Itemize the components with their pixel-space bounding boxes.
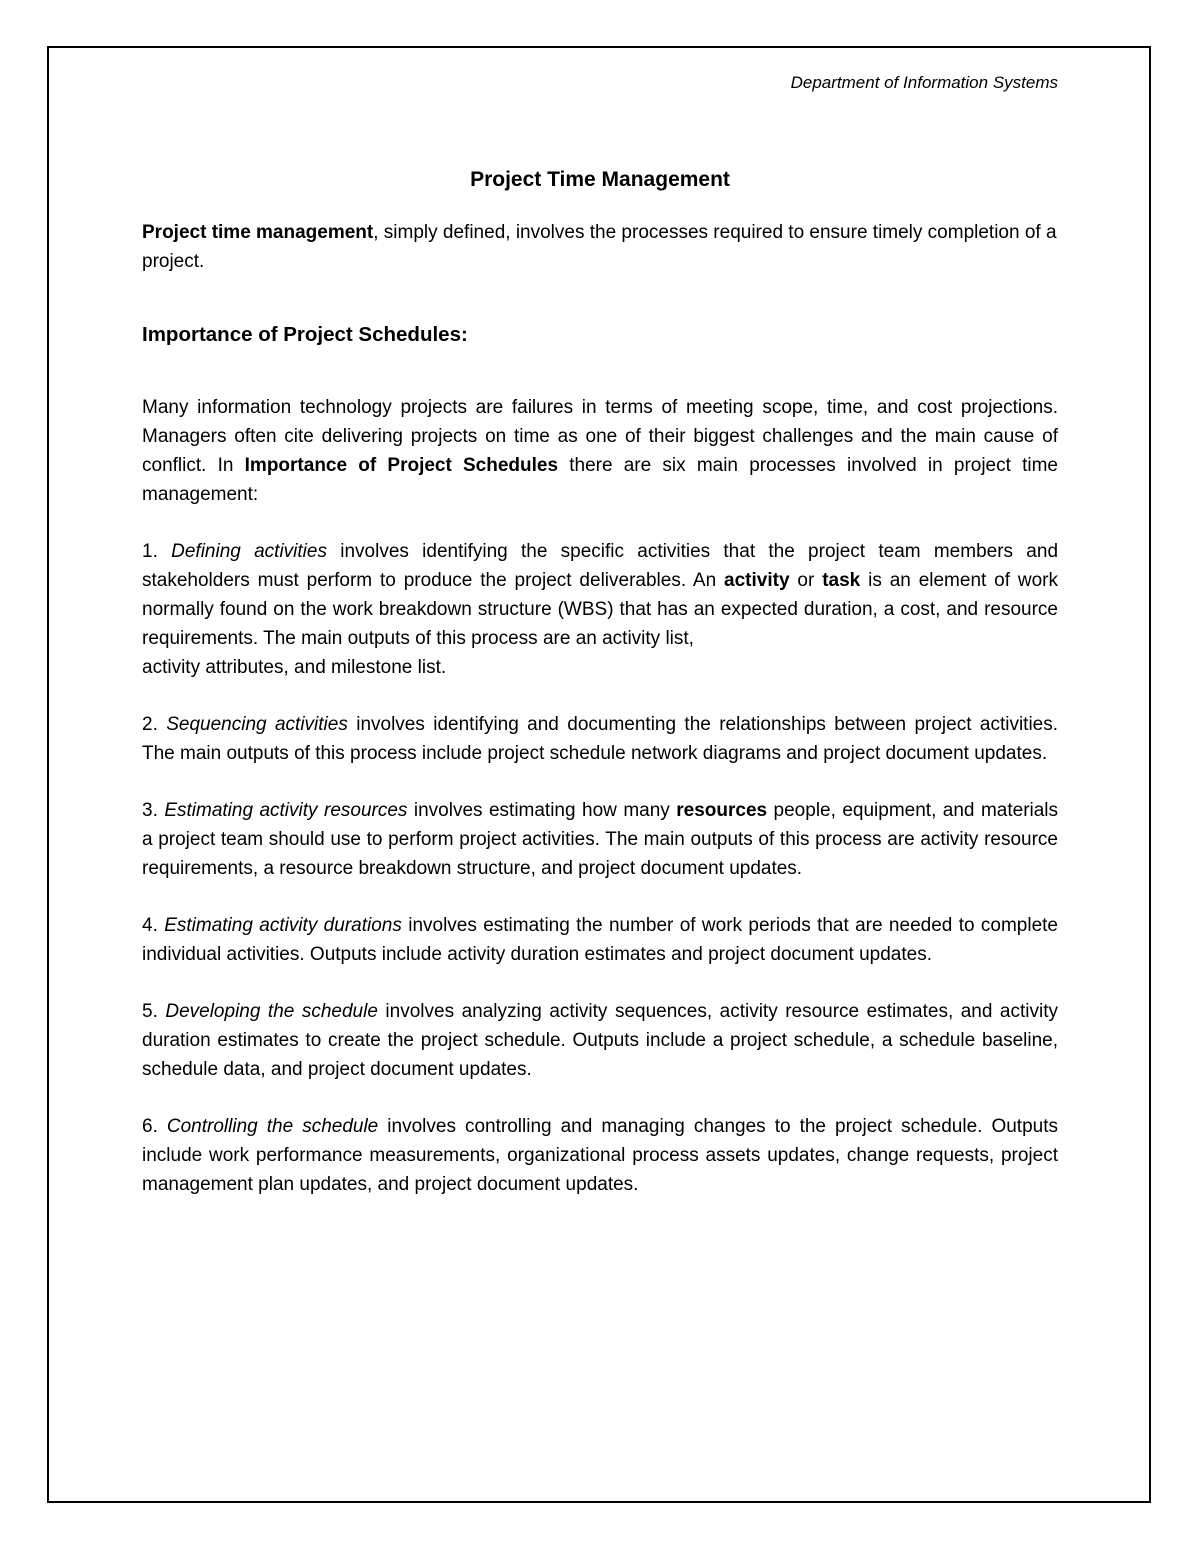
term-resources: resources: [676, 800, 768, 821]
intro-paragraph: [142, 218, 1058, 276]
process-text-a: involves estimating how many: [407, 800, 677, 821]
process-number: 1.: [142, 541, 172, 562]
process-text-a: involves identifying the specific activities that the project team members and stakeholders must perform to produce the project deliverables. An: [142, 541, 1059, 591]
process-item-6: [142, 1112, 1058, 1199]
intro-text: , simply defined, involves the processes required to ensure timely completion of a project.: [142, 222, 1057, 272]
process-text: involves estimating the number of work periods that are needed to complete individual activities. Outputs include activity duration estimates and project document updates.: [142, 915, 1058, 965]
process-item-4: [142, 911, 1058, 969]
process-item-5: [142, 997, 1058, 1084]
process-number: 3.: [142, 800, 165, 821]
page-header: Department of Information Systems: [790, 73, 1058, 92]
intro-term: Project time management: [142, 222, 374, 243]
process-name: Controlling the schedule: [166, 1116, 379, 1137]
process-text: involves analyzing activity sequences, activity resource estimates, and activity duration estimates to create the project schedule. Outputs include a project schedule, a schedule baseline, schedule data, and project document updates.: [142, 1001, 1059, 1080]
process-number: 2.: [142, 714, 167, 735]
process-name: Estimating activity resources: [164, 800, 408, 821]
process-item-2: [142, 710, 1058, 768]
process-number: 6.: [142, 1116, 167, 1137]
term-task: task: [822, 570, 861, 591]
process-1-paragraph: [142, 537, 1058, 653]
overview-paragraph: [142, 393, 1058, 509]
process-item-1: [142, 537, 1058, 682]
process-name: Sequencing activities: [166, 714, 348, 735]
process-text: involves controlling and managing changes to the project schedule. Outputs include work performance measurements, organizational process assets updates, change requests, project management plan updates, and project document updates.: [142, 1116, 1059, 1195]
overview-bold: Importance of Project Schedules: [244, 455, 559, 476]
process-number: 4.: [142, 915, 165, 936]
process-1-continuation: activity attributes, and milestone list.: [142, 657, 447, 678]
overview-text-a: Many information technology projects are failures in terms of meeting scope, time, and cost projections. Managers often cite delivering projects on time as one of their biggest challenges and the main cause of conflict. In: [142, 397, 1058, 476]
term-activity: activity: [724, 570, 790, 591]
process-number: 5.: [142, 1001, 166, 1022]
process-name: Developing the schedule: [165, 1001, 378, 1022]
process-text-b: people, equipment, and materials a project team should use to perform project activities. The main outputs of this process are activity resource requirements, a resource breakdown structure, and project document updates.: [142, 800, 1059, 879]
process-name: Estimating activity durations: [164, 915, 402, 936]
process-item-3: [142, 796, 1058, 883]
process-text-c: is an element of work normally found on the work breakdown structure (WBS) that has an expected duration, a cost, and resource requirements. The main outputs of this process are an activity list,: [142, 570, 1059, 649]
process-text: involves identifying and documenting the relationships between project activities. The main outputs of this process include project schedule network diagrams and project document updates.: [142, 714, 1059, 764]
document-title: Project Time Management: [470, 168, 730, 191]
process-text-b: or: [789, 570, 823, 591]
section-heading: Importance of Project Schedules:: [142, 323, 468, 346]
document-body: [142, 218, 1058, 1227]
overview-text-b: there are six main processes involved in project time management:: [142, 455, 1058, 505]
process-name: Defining activities: [171, 541, 327, 562]
